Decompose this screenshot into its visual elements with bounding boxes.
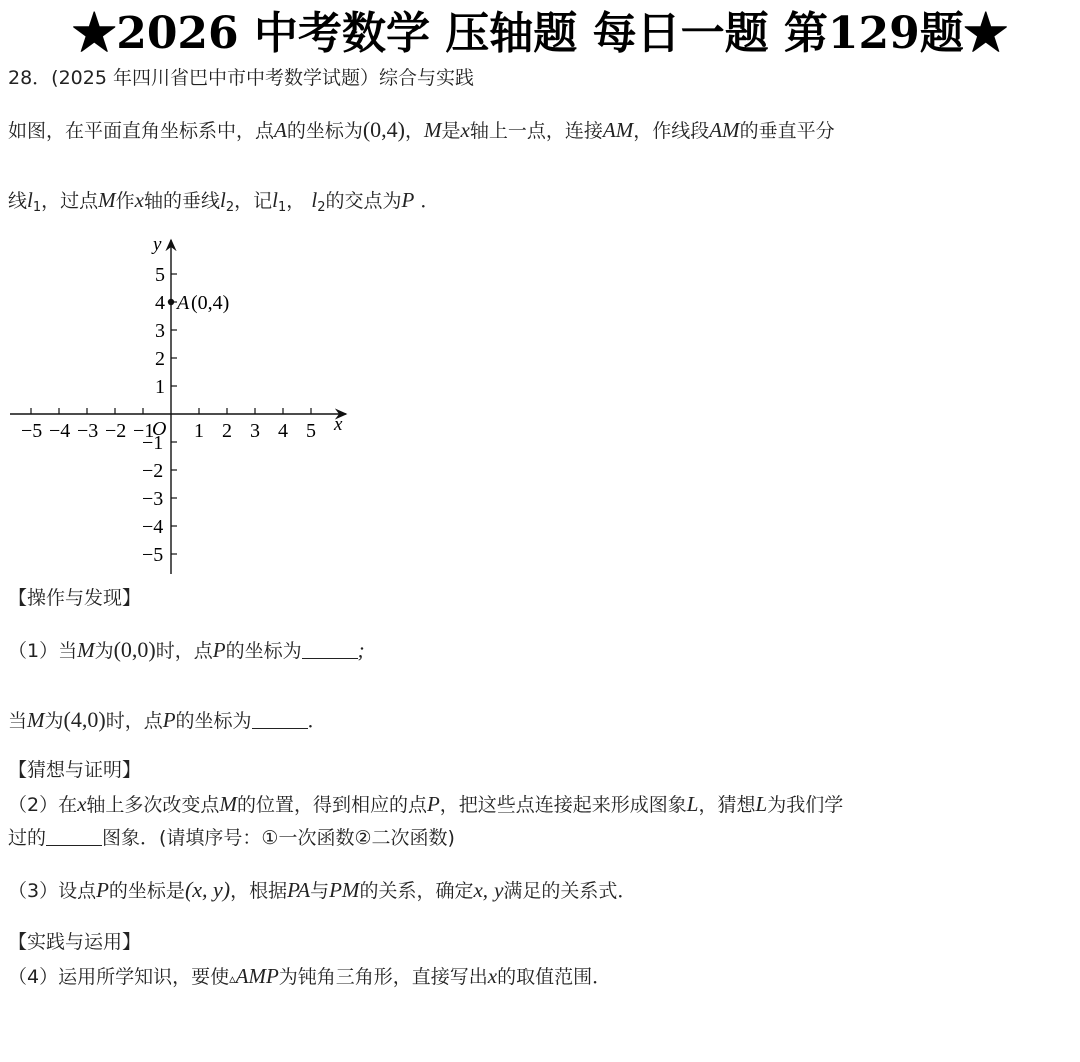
x-tick-label: −5 — [21, 420, 43, 442]
x-tick-label: 2 — [222, 420, 232, 442]
x-axis-label: x — [334, 414, 343, 435]
x-tick-label: 4 — [278, 420, 288, 442]
question-1-line2: 当M为(4,0)时，点P的坐标为 ． — [8, 707, 327, 732]
point-a-label: A — [177, 292, 190, 314]
y-tick-label: 2 — [155, 348, 165, 370]
answer-blank-1[interactable] — [302, 640, 358, 659]
x-tick-label: 3 — [250, 420, 260, 442]
problem-intro-line1: 如图，在平面直角坐标系中，点A的坐标为(0,4)，M是x轴上一点，连接AM，作线段AM的垂直平分 — [8, 117, 835, 142]
section-operation: 【操作与发现】 — [8, 587, 142, 609]
y-tick-label: 1 — [155, 376, 165, 398]
y-tick-label: −2 — [142, 460, 164, 482]
y-tick-label: 4 — [155, 292, 165, 314]
point-a-coord: (0,4) — [191, 292, 230, 314]
y-axis-label: y — [153, 234, 162, 255]
question-3: （3）设点P的坐标是(x, y)，根据PA与PM的关系，确定x, y满足的关系式． — [8, 877, 637, 902]
y-tick-label: 5 — [155, 264, 165, 286]
x-tick-label: 5 — [306, 420, 316, 442]
x-tick-label: 1 — [194, 420, 204, 442]
y-tick-label: −4 — [142, 516, 164, 538]
question-2-line1: （2）在x轴上多次改变点M的位置，得到相应的点P，把这些点连接起来形成图象L，猜想L为我们学 — [8, 792, 844, 816]
page-title: ★2026 中考数学 压轴题 每日一题 第129题★ — [72, 8, 1008, 59]
question-2-line2: 过的 图象．(请填序号：①一次函数②二次函数) — [8, 827, 455, 849]
x-tick-label: −3 — [77, 420, 99, 442]
problem-intro-line2: 线$l_1$，过点M作x轴的垂线$l_2$，记$l_1$， $l_2$的交点为P ． — [8, 188, 440, 215]
answer-blank-3[interactable] — [46, 827, 102, 846]
origin-label: O — [152, 418, 167, 440]
y-tick-label: 3 — [155, 320, 165, 342]
point-a-dot — [168, 299, 174, 305]
x-tick-label: −2 — [105, 420, 127, 442]
x-tick-label: −4 — [49, 420, 71, 442]
question-1-line1: （1）当M为(0,0)时，点P的坐标为 ; — [8, 637, 365, 662]
question-4: （4）运用所学知识，要使▵AMP为钝角三角形，直接写出x的取值范围． — [8, 964, 612, 988]
y-tick-label: −1 — [142, 432, 164, 454]
answer-blank-2[interactable] — [252, 710, 308, 729]
section-practice: 【实践与运用】 — [8, 931, 142, 953]
y-tick-label: −5 — [142, 544, 164, 566]
x-tick-label: −1 — [133, 420, 155, 442]
coordinate-graph — [0, 232, 360, 582]
y-tick-label: −3 — [142, 488, 164, 510]
problem-source: 28．(2025 年四川省巴中市中考数学试题）综合与实践 — [8, 67, 474, 89]
section-conjecture: 【猜想与证明】 — [8, 759, 142, 781]
